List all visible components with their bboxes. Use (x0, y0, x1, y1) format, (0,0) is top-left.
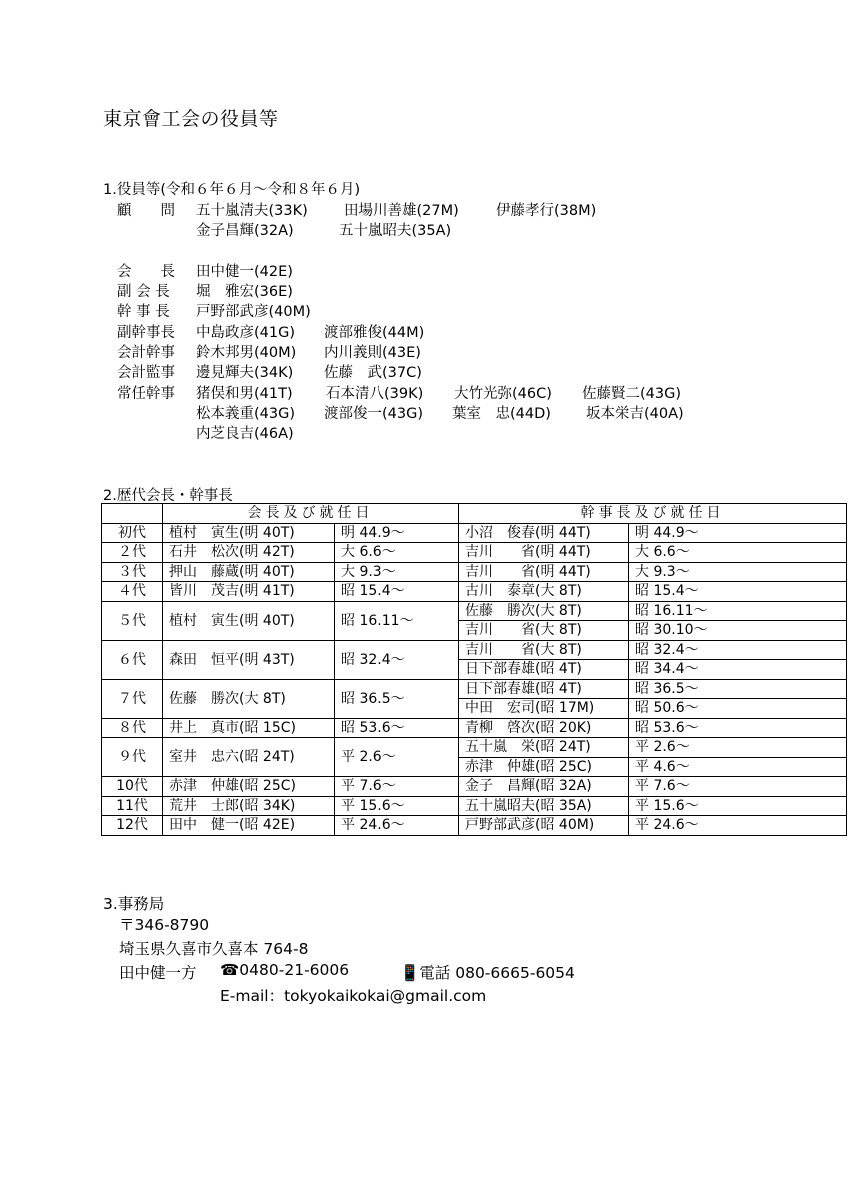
president-cell: 荒井 士郎(昭 34K) (163, 796, 335, 816)
president-cell: 井上 真市(昭 15C) (163, 718, 335, 738)
generation-cell: 12代 (102, 816, 163, 836)
officer-role: 幹 事 長 (117, 304, 170, 320)
president-date-cell: 昭 32.4〜 (335, 640, 459, 679)
officer-name: 猪俣和男(41T) (196, 386, 293, 402)
president-cell: 皆川 茂吉(明 41T) (163, 582, 335, 602)
header-blank (102, 504, 163, 524)
officer-name: 中島政彦(41G) (196, 325, 296, 341)
president-date-cell: 平 2.6〜 (335, 738, 459, 777)
officer-name: 戸野部武彦(40M) (196, 304, 311, 320)
officer-name: 五十嵐昭夫(35A) (339, 223, 452, 239)
secretary-cell: 吉川 省(大 8T) (459, 621, 629, 641)
secretary-date-cell: 明 44.9〜 (629, 523, 847, 543)
officer-name: 佐藤 武(37C) (324, 365, 422, 381)
officer-name: 松本義重(43G) (196, 406, 296, 422)
secretary-cell: 日下部春雄(昭 4T) (459, 660, 629, 680)
secretary-date-cell: 平 7.6〜 (629, 777, 847, 797)
section1-heading: 1.役員等(令和６年６月〜令和８年６月) (103, 182, 361, 198)
section3-heading: 3.事務局 (103, 895, 165, 913)
section2-heading: 2.歴代会長・幹事長 (103, 488, 233, 504)
officer-name: 伊藤孝行(38M) (496, 203, 597, 219)
president-date-cell: 大 6.6〜 (335, 543, 459, 563)
officer-name: 田場川善雄(27M) (344, 203, 459, 219)
secretary-date-cell: 昭 32.4〜 (629, 640, 847, 660)
officer-name: 渡部俊一(43G) (324, 406, 424, 422)
generation-cell: 11代 (102, 796, 163, 816)
table-row (102, 523, 847, 543)
officer-role: 副幹事長 (117, 325, 175, 341)
secretary-cell: 赤津 仲雄(昭 25C) (459, 757, 629, 777)
header-secretary: 幹事長及び就任日 (459, 504, 847, 524)
president-cell: 植村 寅生(明 40T) (163, 523, 335, 543)
generation-cell: ６代 (102, 640, 163, 679)
secretary-date-cell: 昭 36.5〜 (629, 679, 847, 699)
secretary-date-cell: 昭 30.10〜 (629, 621, 847, 641)
officer-name: 大竹光弥(46C) (454, 386, 552, 402)
secretary-cell: 日下部春雄(昭 4T) (459, 679, 629, 699)
president-date-cell: 明 44.9〜 (335, 523, 459, 543)
generation-cell: ２代 (102, 543, 163, 563)
generation-cell: ９代 (102, 738, 163, 777)
secretary-date-cell: 昭 34.4〜 (629, 660, 847, 680)
table-row (102, 738, 847, 758)
president-date-cell: 平 24.6〜 (335, 816, 459, 836)
secretary-date-cell: 昭 53.6〜 (629, 718, 847, 738)
president-cell: 室井 忠六(昭 24T) (163, 738, 335, 777)
officer-role: 顧 問 (117, 203, 175, 219)
secretary-date-cell: 昭 16.11〜 (629, 601, 847, 621)
officer-name: 金子昌輝(32A) (196, 223, 294, 239)
secretary-cell: 吉川 省(大 8T) (459, 640, 629, 660)
president-date-cell: 昭 36.5〜 (335, 679, 459, 718)
table-row (102, 796, 847, 816)
president-date-cell: 平 15.6〜 (335, 796, 459, 816)
secretary-date-cell: 大 6.6〜 (629, 543, 847, 563)
officer-name: 渡部雅俊(44M) (324, 325, 425, 341)
table-header-row (102, 504, 847, 524)
officer-name: 鈴木邦男(40M) (196, 345, 297, 361)
postal-code: 〒346-8790 (119, 916, 210, 934)
secretary-cell: 吉川 省(明 44T) (459, 543, 629, 563)
officer-role: 会 長 (117, 264, 175, 280)
generation-cell: ４代 (102, 582, 163, 602)
secretary-cell: 金子 昌輝(昭 32A) (459, 777, 629, 797)
secretary-cell: 戸野部武彦(昭 40M) (459, 816, 629, 836)
secretary-date-cell: 平 2.6〜 (629, 738, 847, 758)
secretary-date-cell: 平 15.6〜 (629, 796, 847, 816)
secretary-cell: 五十嵐 栄(昭 24T) (459, 738, 629, 758)
president-date-cell: 昭 15.4〜 (335, 582, 459, 602)
secretary-date-cell: 昭 15.4〜 (629, 582, 847, 602)
table-row (102, 543, 847, 563)
secretary-cell: 中田 宏司(昭 17M) (459, 699, 629, 719)
officer-name: 佐藤賢二(43G) (582, 386, 682, 402)
officer-role: 常任幹事 (117, 386, 175, 402)
secretary-cell: 小沼 俊春(明 44T) (459, 523, 629, 543)
officer-name: 石本清八(39K) (326, 386, 424, 402)
secretary-cell: 青柳 啓次(昭 20K) (459, 718, 629, 738)
contact-name: 田中健一方 (119, 964, 197, 982)
president-cell: 赤津 仲雄(昭 25C) (163, 777, 335, 797)
secretary-date-cell: 大 9.3〜 (629, 562, 847, 582)
officer-name: 内芝良吉(46A) (196, 426, 294, 442)
table-row (102, 777, 847, 797)
table-row (102, 718, 847, 738)
president-cell: 植村 寅生(明 40T) (163, 601, 335, 640)
secretary-date-cell: 昭 50.6〜 (629, 699, 847, 719)
table-row (102, 562, 847, 582)
president-cell: 田中 健一(昭 42E) (163, 816, 335, 836)
table-row (102, 601, 847, 621)
table-row (102, 816, 847, 836)
table-row (102, 640, 847, 660)
officer-name: 坂本栄吉(40A) (586, 406, 684, 422)
generation-cell: ７代 (102, 679, 163, 718)
secretary-cell: 五十嵐昭夫(昭 35A) (459, 796, 629, 816)
officer-role: 副 会 長 (117, 284, 170, 300)
secretary-cell: 佐藤 勝次(大 8T) (459, 601, 629, 621)
generation-cell: ３代 (102, 562, 163, 582)
header-president: 会長及び就任日 (163, 504, 459, 524)
secretary-date-cell: 平 24.6〜 (629, 816, 847, 836)
table-row (102, 582, 847, 602)
president-cell: 佐藤 勝次(大 8T) (163, 679, 335, 718)
officer-name: 田中健一(42E) (196, 264, 293, 280)
president-cell: 石井 松次(明 42T) (163, 543, 335, 563)
president-date-cell: 平 7.6〜 (335, 777, 459, 797)
officer-name: 五十嵐清夫(33K) (196, 203, 308, 219)
email-address: E-mail：tokyokaikokai@gmail.com (220, 987, 487, 1005)
president-date-cell: 昭 53.6〜 (335, 718, 459, 738)
generation-cell: 10代 (102, 777, 163, 797)
table-row (102, 679, 847, 699)
address: 埼玉県久喜市久喜本 764-8 (119, 940, 309, 958)
officer-role: 会計監事 (117, 365, 175, 381)
officer-name: 葉室 忠(44D) (452, 406, 551, 422)
page-title: 東京會工会の役員等 (103, 108, 279, 130)
president-cell: 押山 藤蔵(明 40T) (163, 562, 335, 582)
mobile-number: 📱電話 080-6665-6054 (400, 964, 575, 982)
officer-name: 堀 雅宏(36E) (196, 284, 293, 300)
officer-name: 内川義則(43E) (324, 345, 421, 361)
president-date-cell: 大 9.3〜 (335, 562, 459, 582)
secretary-cell: 吉川 省(明 44T) (459, 562, 629, 582)
secretary-date-cell: 平 4.6〜 (629, 757, 847, 777)
officer-role: 会計幹事 (117, 345, 175, 361)
generation-cell: ８代 (102, 718, 163, 738)
officer-name: 邊見輝夫(34K) (196, 365, 294, 381)
generation-cell: ５代 (102, 601, 163, 640)
phone-number: ☎0480-21-6006 (220, 961, 350, 979)
president-date-cell: 昭 16.11〜 (335, 601, 459, 640)
president-cell: 森田 恒平(明 43T) (163, 640, 335, 679)
history-table (101, 503, 847, 836)
generation-cell: 初代 (102, 523, 163, 543)
secretary-cell: 古川 泰章(大 8T) (459, 582, 629, 602)
